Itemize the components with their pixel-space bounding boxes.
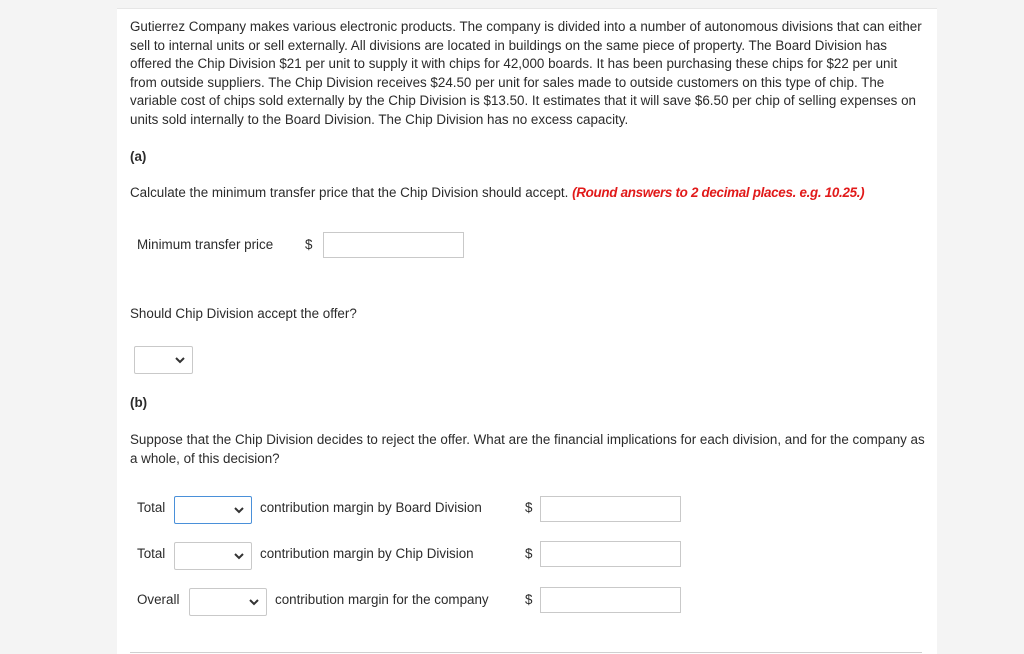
company-margin-select[interactable] bbox=[189, 588, 267, 616]
chip-margin-select[interactable] bbox=[174, 542, 252, 570]
board-margin-select[interactable] bbox=[174, 496, 252, 524]
accept-select[interactable] bbox=[134, 346, 193, 374]
currency-symbol: $ bbox=[525, 592, 533, 607]
board-margin-input[interactable] bbox=[540, 496, 681, 522]
top-divider bbox=[117, 8, 937, 9]
question-card bbox=[117, 8, 937, 654]
chevron-down-icon bbox=[233, 504, 245, 516]
chip-margin-input[interactable] bbox=[540, 541, 681, 567]
min-transfer-label: Minimum transfer price bbox=[137, 237, 274, 252]
board-margin-text: contribution margin by Board Division bbox=[260, 500, 482, 515]
currency-symbol: $ bbox=[525, 546, 533, 561]
problem-text: Gutierrez Company makes various electronic products. The company is divided into a number of autonomous divisions that can either sell to internal units or sell externally. All divisions are located in buildings on the same piece of property. The Board Division has offered the Chip Division $21 per unit to supply it with chips for 42,000 boards. It has been purchasing these chips for $22 per unit from outside suppliers. The Chip Division receives $24.50 per unit for sales made to outside customers on this type of chip. The variable cost of chips sold externally by the Chip Division is $13.50. It estimates that it will save $6.50 per chip of selling expenses on units sold internally to the Board Division. The Chip Division has no excess capacity. bbox=[130, 19, 922, 127]
min-transfer-input[interactable] bbox=[323, 232, 464, 258]
instruction-text: Calculate the minimum transfer price that the Chip Division should accept. bbox=[130, 185, 569, 200]
part-a-instruction bbox=[130, 185, 864, 200]
row-prefix: Total bbox=[137, 500, 166, 515]
company-margin-text: contribution margin for the company bbox=[275, 592, 489, 607]
accept-question: Should Chip Division accept the offer? bbox=[130, 306, 357, 321]
chevron-down-icon bbox=[174, 354, 186, 366]
part-b-label: (b) bbox=[130, 395, 148, 410]
chevron-down-icon bbox=[248, 596, 260, 608]
part-a-label: (a) bbox=[130, 149, 147, 164]
row-prefix: Total bbox=[137, 546, 166, 561]
row-prefix: Overall bbox=[137, 592, 180, 607]
currency-symbol: $ bbox=[305, 237, 313, 252]
rounding-note: (Round answers to 2 decimal places. e.g. 10.25.) bbox=[572, 185, 865, 200]
part-b-scenario: Suppose that the Chip Division decides to reject the offer. What are the financial implications for each division, and for the company as a whole, of this decision? bbox=[130, 432, 925, 466]
company-margin-input[interactable] bbox=[540, 587, 681, 613]
chevron-down-icon bbox=[233, 550, 245, 562]
bottom-divider bbox=[130, 652, 922, 653]
currency-symbol: $ bbox=[525, 500, 533, 515]
chip-margin-text: contribution margin by Chip Division bbox=[260, 546, 474, 561]
